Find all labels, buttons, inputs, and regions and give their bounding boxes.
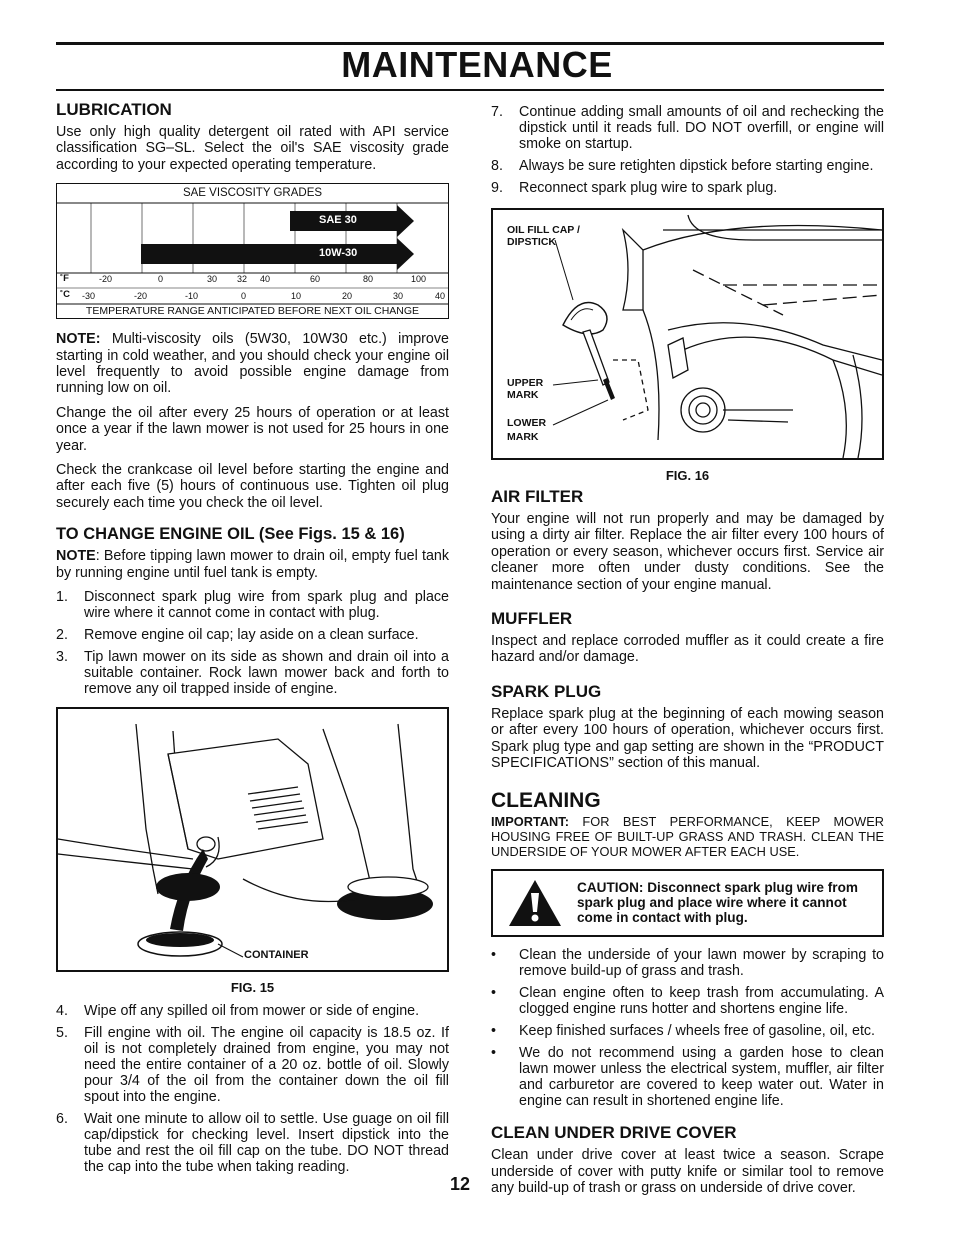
label-line: LOWER — [507, 417, 547, 429]
step-number: 2. — [56, 627, 68, 644]
f-tick: 80 — [363, 274, 374, 285]
label-line: MARK — [507, 431, 539, 443]
air-filter-text: Your engine will not run properly and may be damaged by using a dirty air filter. Replace the air filter every 100 hours of operation or every season, whichever occurs first. Service air cleaner more often under dusty conditions. See the maintenance section of your engine manual. — [491, 511, 884, 593]
step-text: Fill engine with oil. The engine oil capacity is 18.5 oz. If oil is not completely drained from engine, you may not need the entire container of a 20 oz. bottle of oil. Slowly pour 3/4 of the oil from the container down the oil fill spout into the engine. — [84, 1025, 449, 1106]
spark-plug-text: Replace spark plug at the beginning of each mowing season or after every 100 hours of operation, whichever occurs first. Spark plug type and gap setting are shown in the “PRODUCT SPECIFICATIONS” section of this manual. — [491, 705, 884, 772]
change-oil-steps-continued — [56, 1003, 449, 1175]
page-number: 12 — [450, 1174, 471, 1194]
lubrication-heading: LUBRICATION — [56, 100, 172, 119]
container-label: CONTAINER — [244, 949, 309, 962]
step-text: Remove engine oil cap; lay aside on a clean surface. — [84, 627, 419, 644]
step-number: 7. — [491, 104, 503, 120]
list-item — [56, 627, 449, 643]
upper-mark-label — [507, 377, 543, 401]
oil-change-interval: Change the oil after every 25 hours of operation or at least once a year if the lawn mower is not used for 25 hours in one year. — [56, 404, 449, 454]
list-item — [491, 104, 884, 152]
f-tick: 60 — [310, 274, 321, 285]
fig15-caption: FIG. 15 — [230, 980, 275, 996]
note-label: NOTE: — [56, 331, 101, 348]
spark-plug-heading: SPARK PLUG — [491, 681, 602, 701]
step-text: Always be sure retighten dipstick before starting engine. — [519, 158, 874, 174]
sae30-label: SAE 30 — [319, 214, 357, 227]
bullet: • — [491, 985, 497, 1002]
drive-cover-heading: CLEAN UNDER DRIVE COVER — [491, 1123, 737, 1143]
step-text: Tip lawn mower on its side as shown and drain oil into a suitable container. Rock lawn mower back and forth to remove any oil trapped inside of engine. — [84, 649, 449, 698]
list-item — [491, 1023, 884, 1039]
cleaning-important — [491, 815, 884, 859]
important-label: IMPORTANT: — [491, 814, 569, 830]
bullet-text: Clean engine often to keep trash from accumulating. A clogged engine runs hotter and shortens engine life. — [519, 985, 884, 1018]
f-tick: 100 — [411, 274, 427, 285]
sae-viscosity-chart — [56, 183, 449, 319]
mower-drain-drawing — [58, 709, 447, 970]
note-text: Multi-viscosity oils (5W30, 10W30 etc.) improve starting in cold weather, and you should check your engine oil level frequently to avoid possible engine damage from running low on oil. — [56, 331, 449, 397]
bullet-text: Keep finished surfaces / wheels free of gasoline, oil, etc. — [519, 1023, 876, 1040]
bullet: • — [491, 1023, 497, 1040]
lubrication-intro: Use only high quality detergent oil rated with API service classification SG–SL. Select the oil's SAE viscosity grade according to your expected operating temperature. — [56, 124, 449, 173]
bullet: • — [491, 947, 497, 964]
caution-text: CAUTION: Disconnect spark plug wire from spark plug and place wire where it cannot come in contact with plug. — [577, 880, 858, 926]
cleaning-bullets — [491, 947, 884, 1109]
oil-check-paragraph: Check the crankcase oil level before starting the engine and after each five (5) hours of continuous use. Tighten oil plug securely each time you check the oil level. — [56, 462, 449, 511]
step-number: 5. — [56, 1025, 68, 1042]
list-item — [56, 589, 449, 621]
step-number: 1. — [56, 589, 68, 606]
fahrenheit-label: ˚F — [60, 273, 69, 285]
note-label: NOTE — [56, 548, 96, 565]
list-item — [491, 1045, 884, 1109]
change-oil-note — [56, 548, 449, 581]
step-number: 3. — [56, 649, 68, 666]
caution-box — [491, 869, 884, 937]
sae-chart-title: SAE VISCOSITY GRADES — [182, 187, 323, 200]
f-tick: -20 — [99, 274, 113, 285]
bullet: • — [491, 1045, 497, 1062]
step-text: Wait one minute to allow oil to settle. Use guage on oil fill cap/dipstick for checking level. Insert dipstick into the tube and rest the oil fill cap on the tube. DO NOT thread the cap into the tube when taking reading. — [84, 1111, 449, 1176]
header-rule-bottom — [56, 89, 884, 91]
c-tick: 10 — [291, 291, 302, 302]
air-filter-heading: AIR FILTER — [491, 487, 584, 506]
change-oil-steps — [56, 589, 449, 697]
step-text: Reconnect spark plug wire to spark plug. — [519, 180, 778, 196]
10w30-label: 10W-30 — [319, 247, 358, 260]
list-item — [491, 158, 884, 174]
c-tick: -10 — [185, 291, 199, 302]
list-item — [56, 1025, 449, 1105]
c-tick: -30 — [82, 291, 96, 302]
f-tick: 30 — [207, 274, 218, 285]
step-number: 9. — [491, 180, 503, 196]
fig16-caption: FIG. 16 — [665, 468, 710, 483]
warning-triangle-icon — [507, 878, 563, 928]
muffler-text: Inspect and replace corroded muffler as it could create a fire hazard and/or damage. — [491, 633, 884, 666]
f-tick: 0 — [158, 274, 164, 285]
change-oil-steps-final — [491, 104, 884, 196]
step-number: 6. — [56, 1111, 68, 1128]
list-item — [491, 180, 884, 196]
step-number: 8. — [491, 158, 503, 174]
sae-chart-graphic — [57, 184, 448, 318]
c-tick: 0 — [241, 291, 247, 302]
f-tick: 40 — [260, 274, 271, 285]
important-text: FOR BEST PERFORMANCE, KEEP MOWER HOUSING FREE OF BUILT-UP GRASS AND TRASH. CLEAN THE UNDERSIDE OF YOUR MOWER AFTER EACH USE. — [491, 814, 884, 859]
change-oil-heading: TO CHANGE ENGINE OIL (See Figs. 15 & 16) — [56, 525, 405, 544]
step-number: 4. — [56, 1003, 68, 1020]
bullet-text: We do not recommend using a garden hose to clean lawn mower unless the electrical system, muffler, air filter and carburetor are covered to keep water out. Water in engine can result in shortened engine life. — [519, 1045, 884, 1110]
c-tick: 40 — [435, 291, 446, 302]
lubrication-note — [56, 331, 449, 397]
oil-fill-cap-label — [507, 224, 580, 248]
f-tick: 32 — [237, 274, 248, 285]
note-text: : Before tipping lawn mower to drain oil, empty fuel tank by running engine until fuel tank is empty. — [56, 548, 449, 581]
list-item — [491, 985, 884, 1017]
cleaning-heading: CLEANING — [491, 789, 601, 813]
c-tick: 30 — [393, 291, 404, 302]
right-column — [491, 104, 884, 1204]
c-tick: -20 — [134, 291, 148, 302]
page-title: MAINTENANCE — [341, 44, 613, 85]
list-item — [491, 947, 884, 979]
label-line: UPPER — [507, 377, 544, 389]
bullet-text: Clean the underside of your lawn mower by scraping to remove build-up of grass and trash. — [519, 947, 884, 980]
list-item — [56, 1003, 449, 1019]
step-text: Disconnect spark plug wire from spark plug and place wire where it cannot come in contact with plug. — [84, 589, 449, 622]
c-tick: 20 — [342, 291, 353, 302]
left-column — [56, 100, 449, 1181]
fig15-illustration — [56, 707, 449, 972]
list-item — [56, 1111, 449, 1175]
label-line: MARK — [507, 389, 539, 401]
drive-cover-text: Clean under drive cover at least twice a season. Scrape underside of cover with putty knife or similar tool to remove any build-up of trash or grass on underside of drive cover. — [491, 1147, 884, 1197]
lower-mark-label — [507, 416, 546, 444]
step-text: Wipe off any spilled oil from mower or side of engine. — [84, 1003, 420, 1020]
fig16-illustration — [491, 208, 884, 460]
sae-chart-footer: TEMPERATURE RANGE ANTICIPATED BEFORE NEXT OIL CHANGE — [85, 305, 420, 318]
celsius-label: ˚C — [60, 289, 71, 301]
10w30-arrow — [141, 238, 414, 270]
list-item — [56, 649, 449, 697]
step-text: Continue adding small amounts of oil and rechecking the dipstick until it reads full. DO NOT overfill, or engine will smoke on startup. — [519, 104, 884, 152]
dipstick-graphic — [563, 303, 615, 401]
label-line: OIL FILL CAP / — [507, 224, 580, 236]
label-line: DIPSTICK — [507, 236, 557, 248]
muffler-heading: MUFFLER — [491, 609, 573, 629]
